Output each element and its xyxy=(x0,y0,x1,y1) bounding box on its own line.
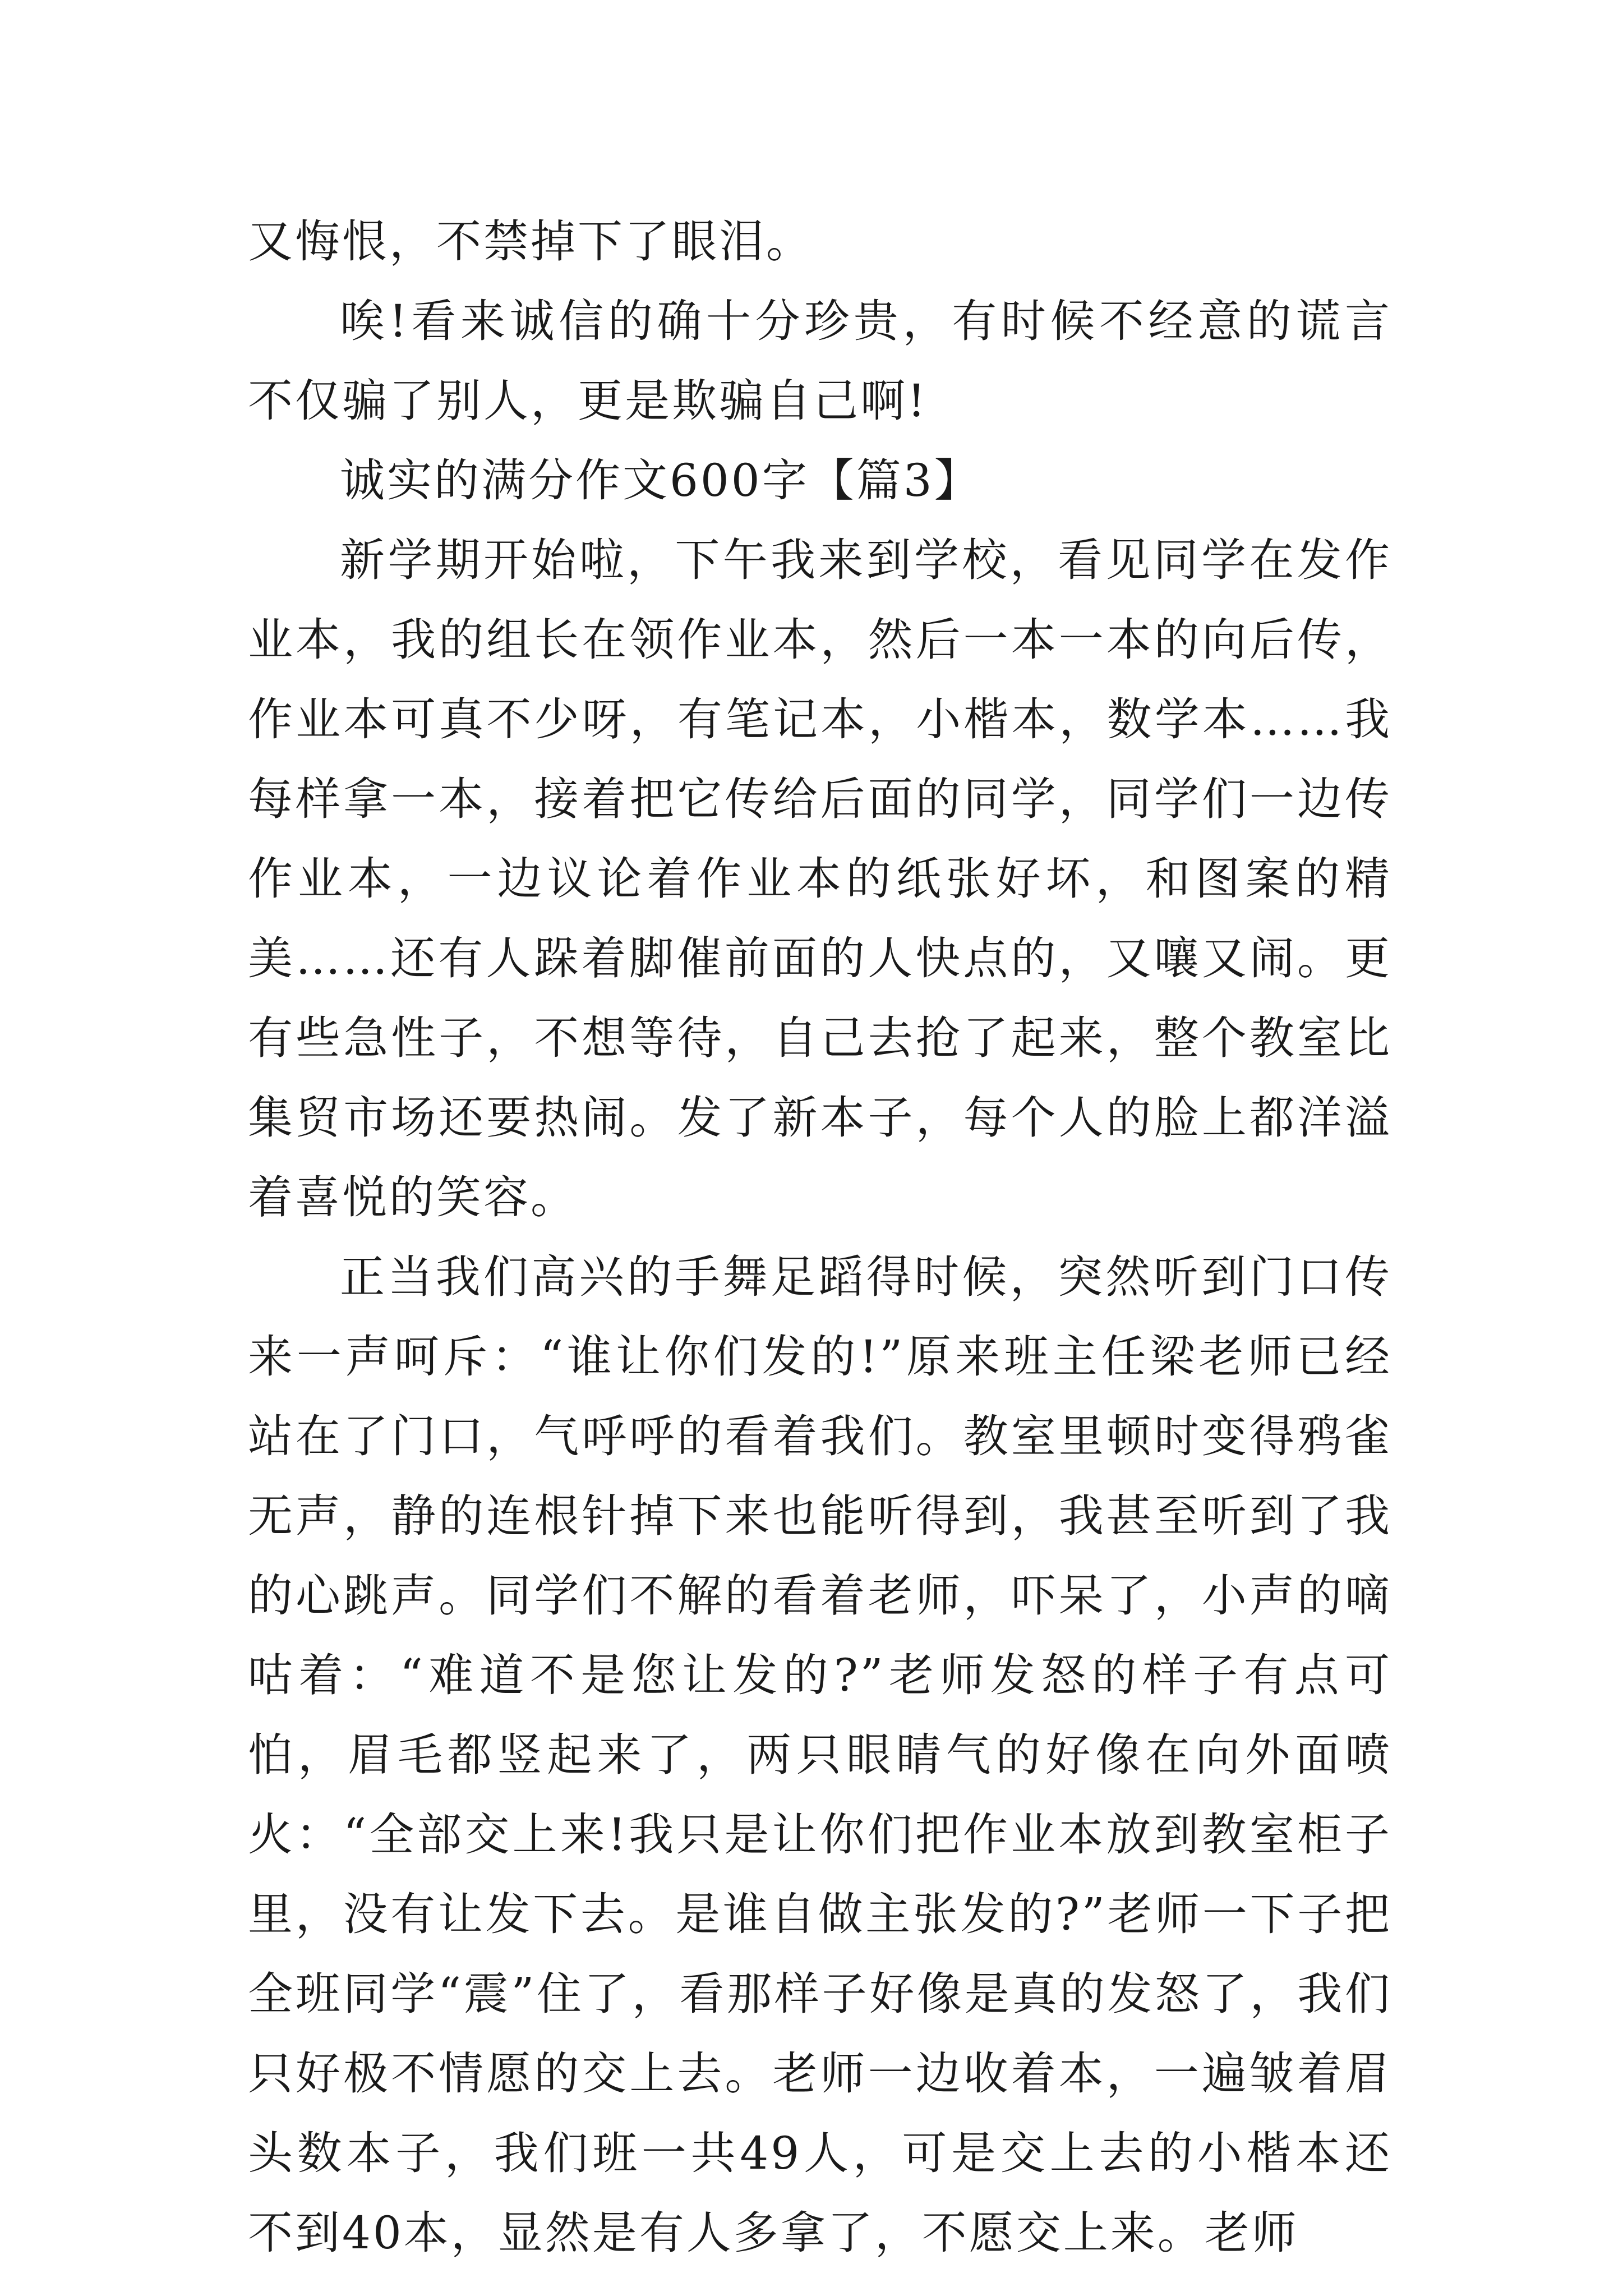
paragraph: 新学期开始啦，下午我来到学校，看见同学在发作业本，我的组长在领作业本，然后一本一本的向后传，作业本可真不少呀，有笔记本，小楷本，数学本……我每样拿一本，接着把它传给后面的同学，同学们一边传作业本，一边议论着作业本的纸张好坏，和图案的精美……还有人跺着脚催前面的人快点的，又嚷又闹。更有些急性子，不想等待，自己去抢了起来，整个教室比集贸市场还要热闹。发了新本子，每个人的脸上都洋溢着喜悦的笑容。 xyxy=(248,534,1392,1223)
paragraph: 正当我们高兴的手舞足蹈得时候，突然听到门口传来一声呵斥：“谁让你们发的!”原来班主任梁老师已经站在了门口，气呼呼的看着我们。教室里顿时变得鸦雀无声，静的连根针掉下来也能听得到，我甚至听到了我的心跳声。同学们不解的看着老师，吓呆了，小声的嘀咕着：“难道不是您让发的?”老师发怒的样子有点可怕，眉毛都竖起来了，两只眼睛气的好像在向外面喷火：“全部交上来!我只是让你们把作业本放到教室柜子里，没有让发下去。是谁自做主张发的?”老师一下子把全班同学“震”住了，看那样子好像是真的发怒了，我们只好极不情愿的交上去。老师一边收着本，一遍皱着眉头数本子，我们班一共49人，可是交上去的小楷本还不到40本，显然是有人多拿了，不愿交上来。老师 xyxy=(248,1251,1392,2259)
section-heading: 诚实的满分作文600字【篇3】 xyxy=(340,454,981,507)
paragraph: 唉!看来诚信的确十分珍贵，有时候不经意的谎言不仅骗了别人，更是欺骗自己啊! xyxy=(248,295,1392,427)
document-body xyxy=(248,202,1392,2273)
paragraph-continued: 又悔恨，不禁掉下了眼泪。 xyxy=(248,215,813,268)
